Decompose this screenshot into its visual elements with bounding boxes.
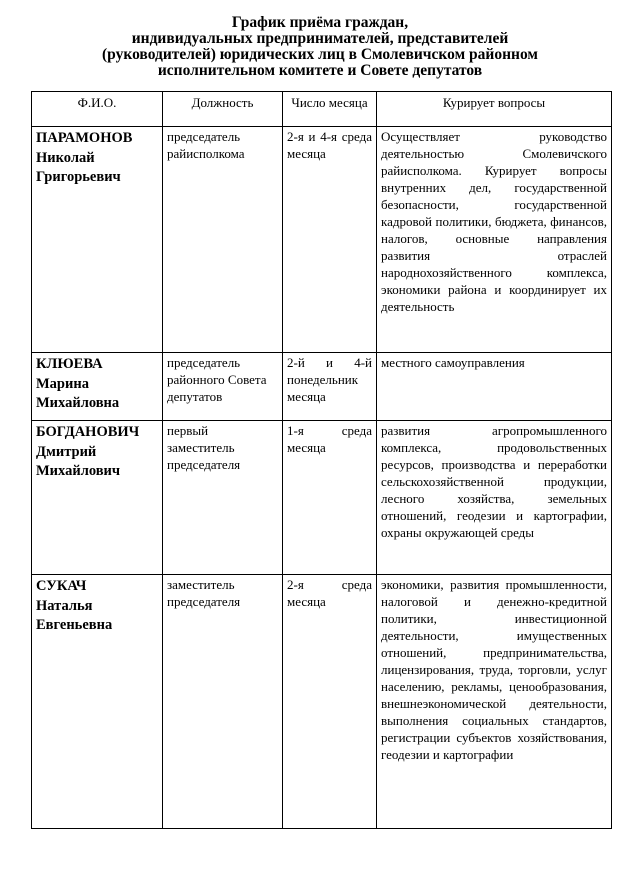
patronymic: Михайловна (36, 395, 120, 411)
patronymic: Евгеньевна (36, 617, 113, 633)
header-position: Должность (163, 92, 283, 127)
title-line: исполнительном комитете и Совете депутатов (157, 62, 483, 79)
surname: СУКАЧ (36, 578, 87, 594)
patronymic: Михайлович (36, 463, 121, 479)
title-line: График приёма граждан, (231, 14, 409, 31)
supervised-issues: местного самоуправления (377, 353, 612, 421)
first-name: Дмитрий (36, 443, 97, 460)
first-name: Марина (36, 375, 89, 392)
official-position: заместитель председателя (163, 575, 283, 829)
official-name (32, 421, 163, 575)
reception-day: 2-я и 4-я среда месяца (283, 127, 377, 353)
supervised-issues: Осуществляет руководство деятельностью Смолевичского райисполкома. Курирует вопросы внутренних дел, государственной безопасности, государственной кадровой политики, бюджета, финансов, налогов, основные направления развития отраслей народнохозяйственного комплекса, экономики района и координирует их деятельность (377, 127, 612, 353)
header-day: Число месяца (283, 92, 377, 127)
table-row (32, 127, 612, 353)
header-name: Ф.И.О. (32, 92, 163, 127)
reception-day: 1-я среда месяца (283, 421, 377, 575)
document-title (20, 15, 620, 79)
official-position: первый заместитель председателя (163, 421, 283, 575)
official-name (32, 127, 163, 353)
official-position: председатель райисполкома (163, 127, 283, 353)
supervised-issues: экономики, развития промышленности, налоговой и денежно-кредитной политики, инвестиционной деятельности, имущественных отношений, предпринимательства, лицензирования, труда, торговли, услуг населению, рекламы, ценообразования, внешнеэкономической деятельности, выполнения социальных стандартов, регистрации субъектов хозяйствования, геодезии и картографии (377, 575, 612, 829)
surname: КЛЮЕВА (36, 356, 103, 372)
title-line: (руководителей) юридических лиц в Смолевичском районном (102, 46, 538, 63)
reception-schedule-table (31, 91, 612, 829)
official-name (32, 575, 163, 829)
table-row (32, 421, 612, 575)
official-position: председатель районного Совета депутатов (163, 353, 283, 421)
table-header-row (32, 92, 612, 127)
first-name: Наталья (36, 597, 93, 614)
table-row (32, 353, 612, 421)
header-issues: Курирует вопросы (377, 92, 612, 127)
table-row (32, 575, 612, 829)
title-line: индивидуальных предпринимателей, представителей (131, 30, 509, 47)
first-name: Николай (36, 149, 95, 166)
official-name (32, 353, 163, 421)
surname: ПАРАМОНОВ (36, 130, 133, 146)
reception-day: 2-й и 4-й понедельник месяца (283, 353, 377, 421)
surname: БОГДАНОВИЧ (36, 424, 140, 440)
patronymic: Григорьевич (36, 169, 121, 185)
supervised-issues: развития агропромышленного комплекса, продовольственных ресурсов, производства и переработки сельскохозяйственной продукции, лесного хозяйства, земельных отношений, геодезии и картографии, охраны окружающей среды (377, 421, 612, 575)
reception-day: 2-я среда месяца (283, 575, 377, 829)
